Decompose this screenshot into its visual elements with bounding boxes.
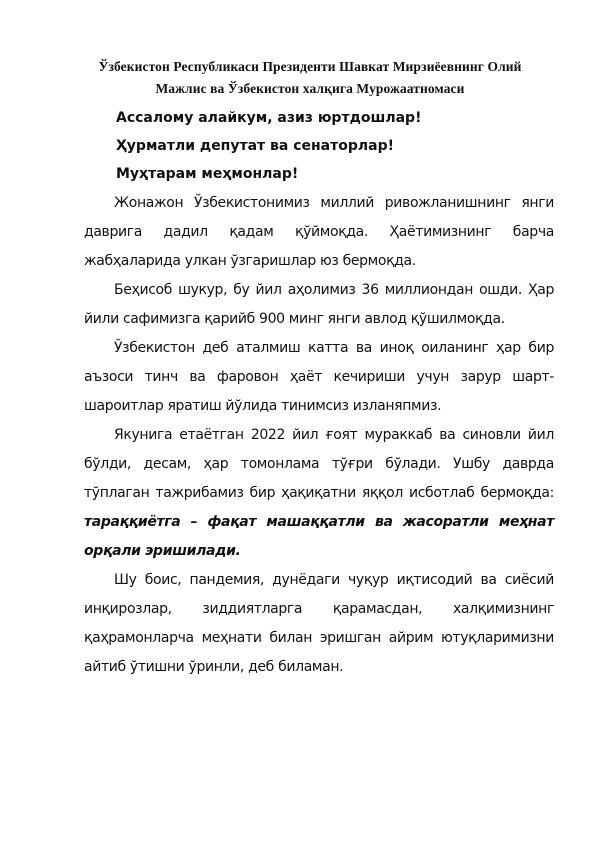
title-line-1: Ўзбекистон Республикаси Президенти Шавкат Мирзиёевнинг Олий [98,59,522,74]
paragraph: Жонажон Ўзбекистонимиз миллий ривожланишнинг янги даврига дадил қадам қўймоқда. Ҳаётимизнинг барча жабҳаларида улкан ўзгаришлар юз бермоқда. [84,195,554,269]
greeting-line: Муҳтарам меҳмонлар! [116,166,299,182]
paragraph: Беҳисоб шукур, бу йил аҳолимиз 36 миллиондан ошди. Ҳар йили сафимизга қарийб 900 минг янги авлод қўшилмоқда. [84,282,554,327]
greeting-line: Ассалому алайкум, азиз юртдошлар! [116,110,422,126]
title-line-2: Мажлис ва Ўзбекистон халқига Мурожаатномаси [155,81,465,96]
body-text [84,189,554,682]
emphasized-statement: тараққиётга – фақат машаққатли ва жасоратли меҳнат орқали эришилади. [84,514,554,559]
paragraph: Ўзбекистон деб аталмиш катта ва иноқ оиланинг ҳар бир аъзоси тинч ва фаровон ҳаёт кечириши учун зарур шарт-шароитлар яратиш йўлида тинимсиз изланяпмиз. [84,340,554,414]
paragraph-with-emphasis [84,421,554,566]
paragraph: Шу боис, пандемия, дунёдаги чуқур иқтисодий ва сиёсий инқирозлар, зиддиятларга қарамасдан, халқимизнинг қаҳрамонларча меҳнати билан эришган айрим ютуқларимизни айтиб ўтишни ўринли, деб биламан. [84,572,554,675]
greeting-block [86,104,554,188]
greeting-line: Ҳурматли депутат ва сенаторлар! [116,138,394,154]
paragraph-text: Якунига етаётган 2022 йил ғоят мураккаб ва синовли йил бўлди, десам, ҳар томонлама тўғри бўлади. Ушбу даврда тўплаган тажрибамиз бир ҳақиқатни яққол исботлаб бермоқда: [84,427,554,501]
document-title [56,56,564,100]
